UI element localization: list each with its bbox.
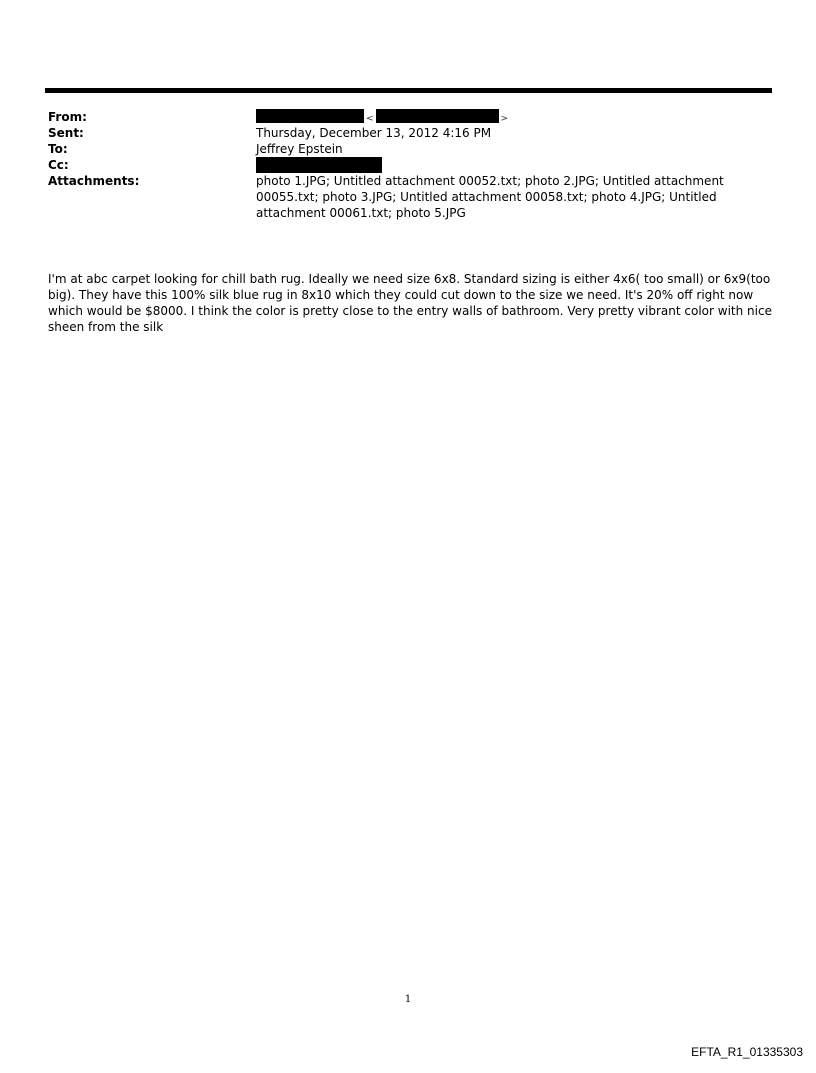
email-header — [48, 109, 768, 221]
page-number: 1 — [404, 994, 412, 1005]
redacted-sender-name — [256, 109, 364, 123]
attachments-row — [48, 173, 768, 221]
redacted-cc — [256, 157, 382, 173]
to-value: Jeffrey Epstein — [256, 142, 343, 156]
to-row — [48, 141, 768, 157]
sent-label: Sent: — [48, 126, 84, 140]
cc-label: Cc: — [48, 158, 69, 172]
to-label: To: — [48, 142, 68, 156]
bates-number: EFTA_R1_01335303 — [691, 1045, 803, 1059]
attachments-value: photo 1.JPG; Untitled attachment 00052.txt; photo 2.JPG; Untitled attachment 00055.txt; photo 3.JPG; Untitled attachment 00058.txt; photo 4.JPG; Untitled attachment 00061.txt; photo 5.JPG — [256, 174, 724, 220]
from-row — [48, 109, 768, 125]
email-body: I'm at abc carpet looking for chill bath rug. Ideally we need size 6x8. Standard sizing is either 4x6( too small) or 6x9(too big). They have this 100% silk blue rug in 8x10 which they could cut down to the size we need. It's 20% off right now which would be $8000. I think the color is pretty close to the entry walls of bathroom. Very pretty vibrant color with nice sheen from the silk — [48, 272, 772, 334]
redacted-sender-email — [376, 109, 499, 123]
sent-value: Thursday, December 13, 2012 4:16 PM — [256, 126, 492, 140]
attachments-label: Attachments: — [48, 174, 140, 188]
sent-row — [48, 125, 768, 141]
header-divider — [45, 88, 772, 93]
from-label: From: — [48, 110, 87, 124]
email-open-bracket: < — [366, 114, 374, 124]
cc-row — [48, 157, 768, 173]
email-close-bracket: > — [500, 114, 509, 124]
